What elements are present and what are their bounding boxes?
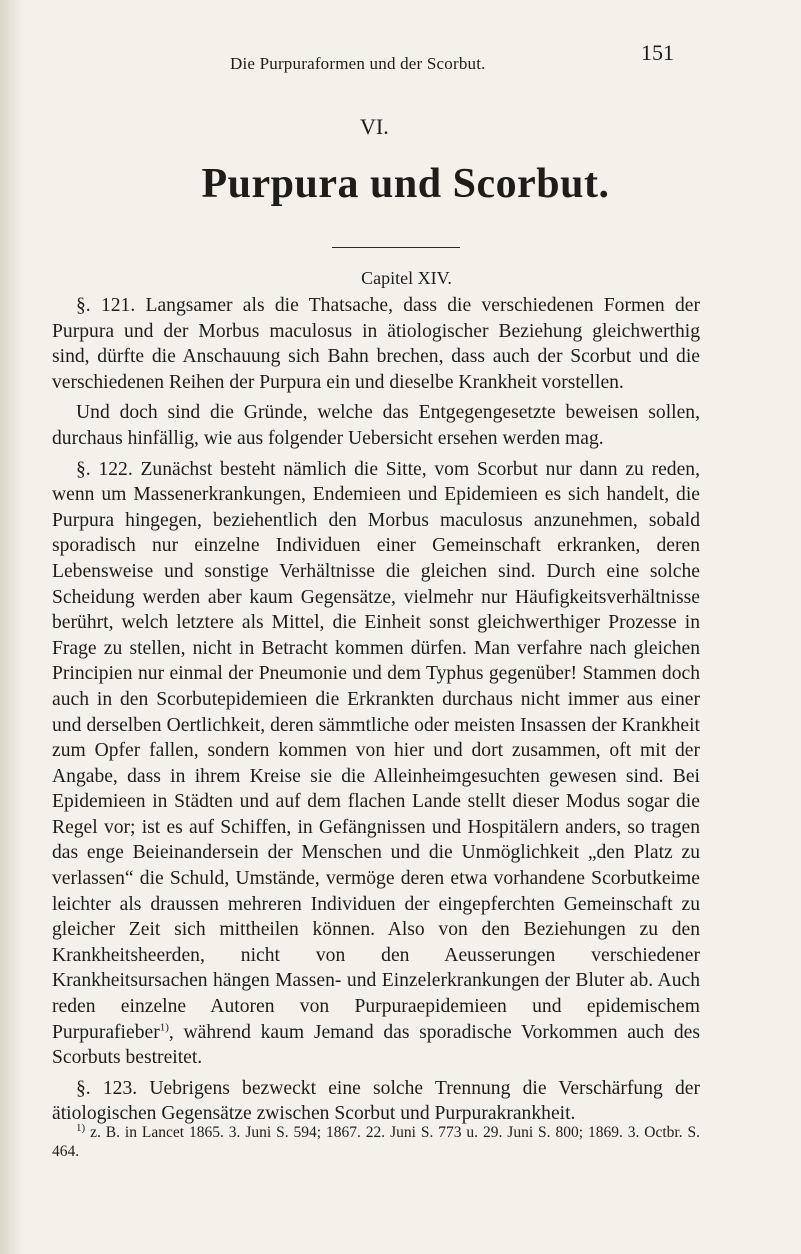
page-number: 151	[641, 40, 674, 65]
footnote	[52, 1123, 700, 1161]
running-title: Die Purpuraformen und der Scorbut.	[230, 54, 486, 73]
footnote-text: z. B. in Lancet 1865. 3. Juni S. 594; 1867. 22. Juni S. 773 u. 29. Juni S. 800; 1869. 3. Octbr. S. 464.	[52, 1124, 701, 1160]
footnote-marker: 1)	[76, 1121, 86, 1134]
paragraph-122-text: §. 122. Zunächst besteht nämlich die Sitte, vom Scorbut nur dann zu reden, wenn um Massenerkrankungen, Endemieen und Epidemieen es sich handelt, die Purpura hingegen, beziehentlich den Morbus maculosus anzunehmen, sobald sporadisch nur einzelne Individuen einer Gemeinschaft erkranken, deren Lebensweise und sonstige Verhältnisse die gleichen sind. Durch eine solche Scheidung werden aber kaum Gegensätze, vielmehr nur Häufigkeitsverhältnisse berührt, welch letztere als Mittel, die Einheit sonst gleichwerthiger Prozesse in Frage zu stellen, nicht in Betracht kommen dürfen. Man verfahre nach gleichen Principien nur einmal der Pneumonie und dem Typhus gegenüber! Stammen doch auch in den Scorbutepidemieen die Erkrankten durchaus nicht immer aus einer und derselben Oertlichkeit, deren sämmtliche oder meisten Insassen der Krankheit zum Opfer fallen, sondern kommen von hier und dort zusammen, oft mit der Angabe, dass in ihrem Kreise sie die Alleinheimgesuchten gewesen sind. Bei Epidemieen in Städten und auf dem flachen Lande stellt dieser Modus sogar die Regel vor; ist es auf Schiffen, in Gefängnissen und Hospitälern anders, so tragen das enge Beieinandersein der Menschen und die Unmöglichkeit „den Platz zu verlassen“ die Schuld, Umstände, vermöge deren etwa vorhandene Scorbutkeime leichter als draussen mehreren Individuen der eingepferchten Gemeinschaft zu gleicher Zeit sich mittheilen können. Also von den Beziehungen zu den Krankheitsheerden, nicht von den Aeusserungen verschiedener Krankheitsursachen hängen Massen- und Einzelerkrankungen der Bluter ab. Auch reden einzelne Autoren von Purpuraepidemieen und epidemischem Purpurafieber	[52, 458, 700, 1043]
paragraph-121-continued: Und doch sind die Gründe, welche das Entgegengesetzte beweisen sollen, durchaus hinfällig, wie aus folgender Uebersicht ersehen werden mag.	[52, 402, 700, 449]
title-rule	[332, 247, 460, 248]
paragraph-123: §. 123. Uebrigens bezweckt eine solche Trennung die Verschärfung der ätiologischen Gegensätze zwischen Scorbut und Purpurakrankheit.	[52, 1077, 700, 1125]
paragraph-122	[52, 457, 700, 1071]
body-text	[52, 293, 700, 1132]
chapter-title: Purpura und Scorbut.	[201, 161, 610, 207]
chapter-number: VI.	[360, 114, 389, 139]
page-header	[0, 40, 801, 73]
paragraph-121: §. 121. Langsamer als die Thatsache, dass die verschiedenen Formen der Purpura und der Morbus maculosus in ätiologischer Beziehung gleichwerthig sind, dürfte die Anschauung sich Bahn brechen, dass auch der Scorbut und die verschiedenen Reihen der Purpura ein und dieselbe Krankheit vorstellen.	[52, 295, 700, 393]
footnote-reference: 1)	[159, 1021, 169, 1034]
section-heading: Capitel XIV.	[361, 268, 452, 288]
paragraph-122-tail: , während kaum Jemand das sporadische Vorkommen auch des Scorbuts bestreitet.	[52, 1021, 700, 1069]
